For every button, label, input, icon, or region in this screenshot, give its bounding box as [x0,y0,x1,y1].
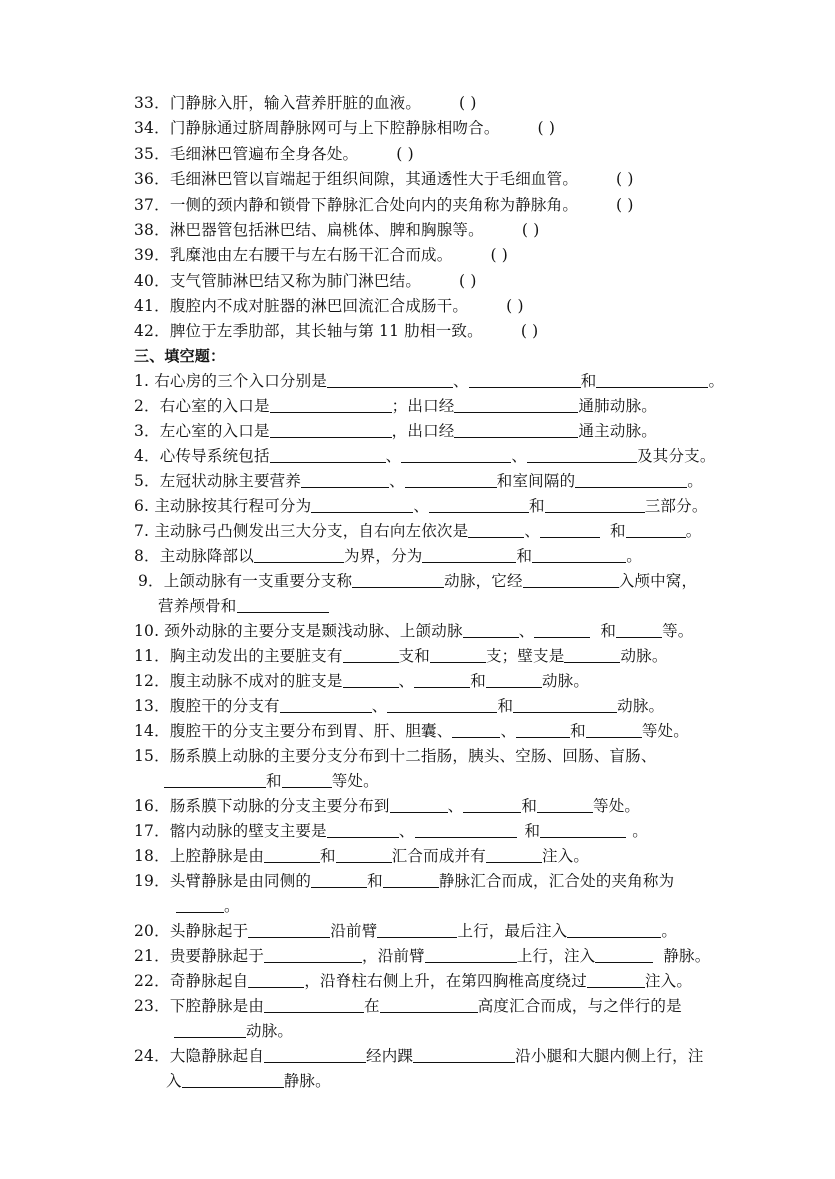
fill-question-7 [134,519,725,544]
text-segment: ，出口经 [391,422,455,440]
answer-blank[interactable] [343,645,399,663]
tf-question-33 [134,91,725,116]
answer-blank[interactable] [264,995,364,1013]
text-segment: 和 [524,822,541,840]
answer-blank[interactable] [270,445,386,463]
question-text: 37．一侧的颈内静和锁骨下静脉汇合处向内的夹角称为静脉角。 [134,196,579,214]
answer-blank[interactable] [264,945,362,963]
answer-blank[interactable] [626,520,686,538]
answer-blank[interactable] [545,495,645,513]
text-segment: 通肺动脉。 [578,397,657,415]
text-segment: 、 [413,497,430,515]
answer-blank[interactable] [486,845,542,863]
text-segment: 7. 主动脉弓凸侧发出三大分支，自右向左依次是 [134,522,469,540]
answer-blank[interactable] [311,495,413,513]
answer-blank[interactable] [380,995,478,1013]
answer-blank[interactable] [587,970,645,988]
text-segment: 。 [632,822,648,840]
text-segment: 、 [398,672,415,690]
text-segment: 和 [320,847,336,865]
text-segment: 13．腹腔干的分支有 [134,697,280,715]
text-segment: 。 [708,372,725,390]
answer-blank[interactable] [513,695,617,713]
tf-question-37 [134,193,725,218]
text-segment: 15．肠系膜上动脉的主要分支分布到十二指肠，胰头、空肠、回肠、盲肠、 [134,747,657,765]
text-segment: 汇合而成并有 [391,847,486,865]
text-segment: 动脉。 [246,1022,294,1040]
answer-blank[interactable] [405,470,497,488]
text-segment: 。 [685,522,702,540]
text-segment: 支；壁支是 [485,647,565,665]
answer-paren: ( ) [616,196,634,214]
text-segment: 。 [224,897,240,915]
question-text: 36．毛细淋巴管以盲端起于组织间隙，其通透性大于毛细血管。 [134,170,579,188]
text-segment: 沿小腿和大腿内侧上行，注 [515,1047,704,1065]
text-segment: 经内踝 [366,1047,414,1065]
answer-blank[interactable] [532,545,626,563]
text-segment: 、 [500,722,517,740]
answer-blank[interactable] [336,845,392,863]
text-segment: 和 [516,547,533,565]
answer-blank[interactable] [430,645,486,663]
answer-blank[interactable] [164,770,266,788]
fill-question-9 [138,569,725,594]
tf-question-34 [134,116,725,141]
answer-blank[interactable] [387,695,497,713]
text-segment: 。 [687,472,703,490]
fill-question-19 [134,869,725,894]
text-segment: 24．大隐静脉起自 [134,1047,265,1065]
answer-blank[interactable] [429,495,529,513]
fill-question-3 [134,419,725,444]
answer-blank[interactable] [586,720,642,738]
text-segment: 、 [524,522,541,540]
answer-blank[interactable] [454,420,578,438]
text-segment: ，沿前臂 [362,947,425,965]
answer-blank[interactable] [414,670,470,688]
fill-question-22 [134,969,725,994]
text-segment: ，沿脊柱右侧上升，在第四胸椎高度绕过 [304,972,587,990]
text-segment: 和 [600,622,617,640]
answer-blank[interactable] [377,920,457,938]
text-segment: 高度汇合而成，与之伴行的是 [477,997,682,1015]
answer-blank[interactable] [176,895,224,913]
answer-paren: ( ) [520,322,539,340]
answer-blank[interactable] [454,395,578,413]
text-segment: 上行，注入 [516,947,596,965]
answer-blank[interactable] [564,645,620,663]
answer-blank[interactable] [327,370,453,388]
answer-blank[interactable] [264,845,320,863]
question-text: 33．门静脉入肝，输入营养肝脏的血液。 [134,94,422,112]
text-segment: 在 [364,997,380,1015]
answer-blank[interactable] [469,370,581,388]
text-segment: 和室间隔的 [496,472,576,490]
fill-question-20 [134,919,725,944]
question-text: 35．毛细淋巴管遍布全身各处。 [134,145,359,163]
text-segment: 1. 右心房的三个入口分别是 [134,372,328,390]
text-segment: 动脉，它经 [444,572,523,590]
fill-question-13 [134,694,725,719]
answer-blank[interactable] [413,1045,515,1063]
answer-blank[interactable] [468,520,524,538]
fill-question-2 [134,394,725,419]
answer-blank[interactable] [264,1045,366,1063]
answer-blank[interactable] [174,1020,246,1038]
answer-blank[interactable] [537,795,593,813]
answer-blank[interactable] [237,595,329,613]
text-segment: 和 [580,372,597,390]
fill-question-5 [134,469,725,494]
answer-blank[interactable] [463,620,519,638]
answer-blank[interactable] [452,720,500,738]
answer-blank[interactable] [301,470,389,488]
answer-blank[interactable] [390,795,448,813]
question-text: 40．支气管肺淋巴结又称为肺门淋巴结。 [134,272,422,290]
answer-blank[interactable] [270,395,392,413]
text-segment: 和 [610,522,626,540]
answer-blank[interactable] [595,945,653,963]
answer-blank[interactable] [540,820,626,838]
text-segment: ；出口经 [391,397,455,415]
text-segment: 6. 主动脉按其行程可分为 [134,497,312,515]
fill-question-9-cont [158,594,725,619]
fill-question-19-cont [176,894,725,919]
text-segment: 、 [453,372,469,390]
tf-question-41 [134,294,725,319]
text-segment: 。 [661,922,678,940]
text-segment: 动脉。 [620,647,668,665]
answer-blank[interactable] [352,570,444,588]
answer-paren: ( ) [396,145,414,163]
answer-blank[interactable] [616,620,662,638]
answer-blank[interactable] [425,945,517,963]
answer-blank[interactable] [311,870,367,888]
text-segment: 和 [470,672,486,690]
text-segment: 、 [518,622,535,640]
answer-blank[interactable] [280,695,372,713]
fill-question-17 [134,819,725,844]
text-segment: 。 [626,547,642,565]
answer-blank[interactable] [540,520,600,538]
fill-question-10 [134,619,725,644]
text-segment: 、 [371,697,388,715]
text-segment: 等处。 [331,772,379,790]
fill-question-23-cont [174,1019,725,1044]
answer-blank[interactable] [567,920,661,938]
answer-blank[interactable] [248,920,330,938]
text-segment: 、 [511,447,528,465]
text-segment: 支和 [398,647,430,665]
fill-question-15-cont [164,769,725,794]
answer-blank[interactable] [248,970,304,988]
tf-question-35 [134,142,725,167]
text-segment: 营养颅骨和 [158,597,237,615]
question-text: 34．门静脉通过脐周静脉网可与上下腔静脉相吻合。 [134,119,500,137]
fill-question-6 [134,494,725,519]
text-segment: 21．贵要静脉起于 [134,947,265,965]
answer-blank[interactable] [486,670,542,688]
answer-paren: ( ) [459,94,477,112]
fill-question-18 [134,844,725,869]
answer-blank[interactable] [516,720,570,738]
text-segment: 4．心传导系统包括 [134,447,270,465]
text-segment: 为界，分为 [343,547,423,565]
text-segment: 和 [497,697,514,715]
tf-question-38 [134,218,725,243]
text-segment: 9．上颌动脉有一支重要分支称 [138,572,353,590]
question-text: 42．脾位于左季肋部，其长轴与第 11 肋相一致。 [134,322,483,340]
fill-question-24-cont [166,1069,725,1094]
text-segment: 16．肠系膜下动脉的分支主要分布到 [134,797,390,815]
text-segment: 14．腹腔干的分支主要分布到胃、肝、胆囊、 [134,722,453,740]
fill-question-4 [134,444,725,469]
text-segment: 3．左心室的入口是 [134,422,270,440]
text-segment: 23．下腔静脉是由 [134,997,265,1015]
text-segment: 静脉。 [663,947,711,965]
answer-blank[interactable] [596,370,708,388]
text-segment: 等。 [662,622,694,640]
answer-blank[interactable] [254,545,344,563]
question-text: 41．腹腔内不成对脏器的淋巴回流汇合成肠干。 [134,297,469,315]
answer-blank[interactable] [534,620,590,638]
answer-blank[interactable] [182,1070,284,1088]
text-segment: 8．主动脉降部以 [134,547,254,565]
answer-blank[interactable] [270,420,392,438]
answer-blank[interactable] [523,570,619,588]
text-segment: 、 [447,797,464,815]
answer-blank[interactable] [575,470,687,488]
text-segment: 2．右心室的入口是 [134,397,270,415]
text-segment: 18．上腔静脉是由 [134,847,265,865]
answer-paren: ( ) [490,246,509,264]
text-segment: 入颅中窝， [618,572,698,590]
text-segment: 17．髂内动脉的壁支主要是 [134,822,327,840]
answer-blank[interactable] [401,445,511,463]
text-segment: 静脉。 [283,1072,331,1090]
text-segment: 静脉汇合而成，汇合处的夹角称为 [438,872,675,890]
text-segment: 入 [166,1072,182,1090]
tf-question-40 [134,269,725,294]
tf-question-36 [134,167,725,192]
text-segment: 及其分支。 [637,447,716,465]
text-segment: 11．胸主动发出的主要脏支有 [134,647,343,665]
text-segment: 动脉。 [541,672,590,690]
fill-question-14 [134,719,725,744]
section-heading: 三、填空题： [134,347,226,365]
answer-blank[interactable] [463,795,521,813]
answer-paren: ( ) [506,297,524,315]
answer-blank[interactable] [383,870,439,888]
text-segment: 上行，最后注入 [457,922,568,940]
text-segment: 三部分。 [644,497,708,515]
fill-question-24 [134,1044,725,1069]
fill-question-21 [134,944,725,969]
text-segment: 动脉。 [617,697,665,715]
fill-question-11 [134,644,725,669]
text-segment: 和 [367,872,383,890]
text-segment: 5．左冠状动脉主要营养 [134,472,302,490]
text-segment: 20．头静脉起于 [134,922,249,940]
fill-question-12 [134,669,725,694]
answer-blank[interactable] [415,820,517,838]
text-segment: 等处。 [641,722,689,740]
text-segment: 22．奇静脉起自 [134,972,249,990]
text-segment: 等处。 [593,797,641,815]
text-segment: 19．头臂静脉是由同侧的 [134,872,312,890]
fill-question-15 [134,744,725,769]
fill-question-1 [134,369,725,394]
fill-question-8 [134,544,725,569]
answer-paren: ( ) [537,119,556,137]
text-segment: 注入。 [644,972,693,990]
text-segment: 和 [570,722,586,740]
text-segment: 12．腹主动脉不成对的脏支是 [134,672,343,690]
answer-blank[interactable] [343,670,399,688]
fill-question-23 [134,994,725,1019]
answer-blank[interactable] [422,545,516,563]
fill-question-16 [134,794,725,819]
text-segment: 注入。 [541,847,590,865]
question-text: 38．淋巴器管包括淋巴结、扁桃体、脾和胸腺等。 [134,221,484,239]
text-segment: 、 [398,822,415,840]
question-text: 39．乳糜池由左右腰干与左右肠干汇合而成。 [134,246,453,264]
answer-paren: ( ) [521,221,540,239]
text-segment: 和 [529,497,545,515]
text-segment: 沿前臂 [330,922,378,940]
text-segment: 通主动脉。 [578,422,657,440]
answer-blank[interactable] [327,820,399,838]
text-segment: 和 [521,797,538,815]
tf-question-39 [134,243,725,268]
tf-question-42 [134,319,725,344]
text-segment: 、 [385,447,402,465]
text-segment: 、 [389,472,405,490]
text-segment: 和 [266,772,282,790]
answer-paren: ( ) [459,272,477,290]
answer-blank[interactable] [282,770,332,788]
answer-blank[interactable] [527,445,637,463]
answer-paren: ( ) [616,170,634,188]
text-segment: 10. 颈外动脉的主要分支是颞浅动脉、上颌动脉 [134,622,463,640]
